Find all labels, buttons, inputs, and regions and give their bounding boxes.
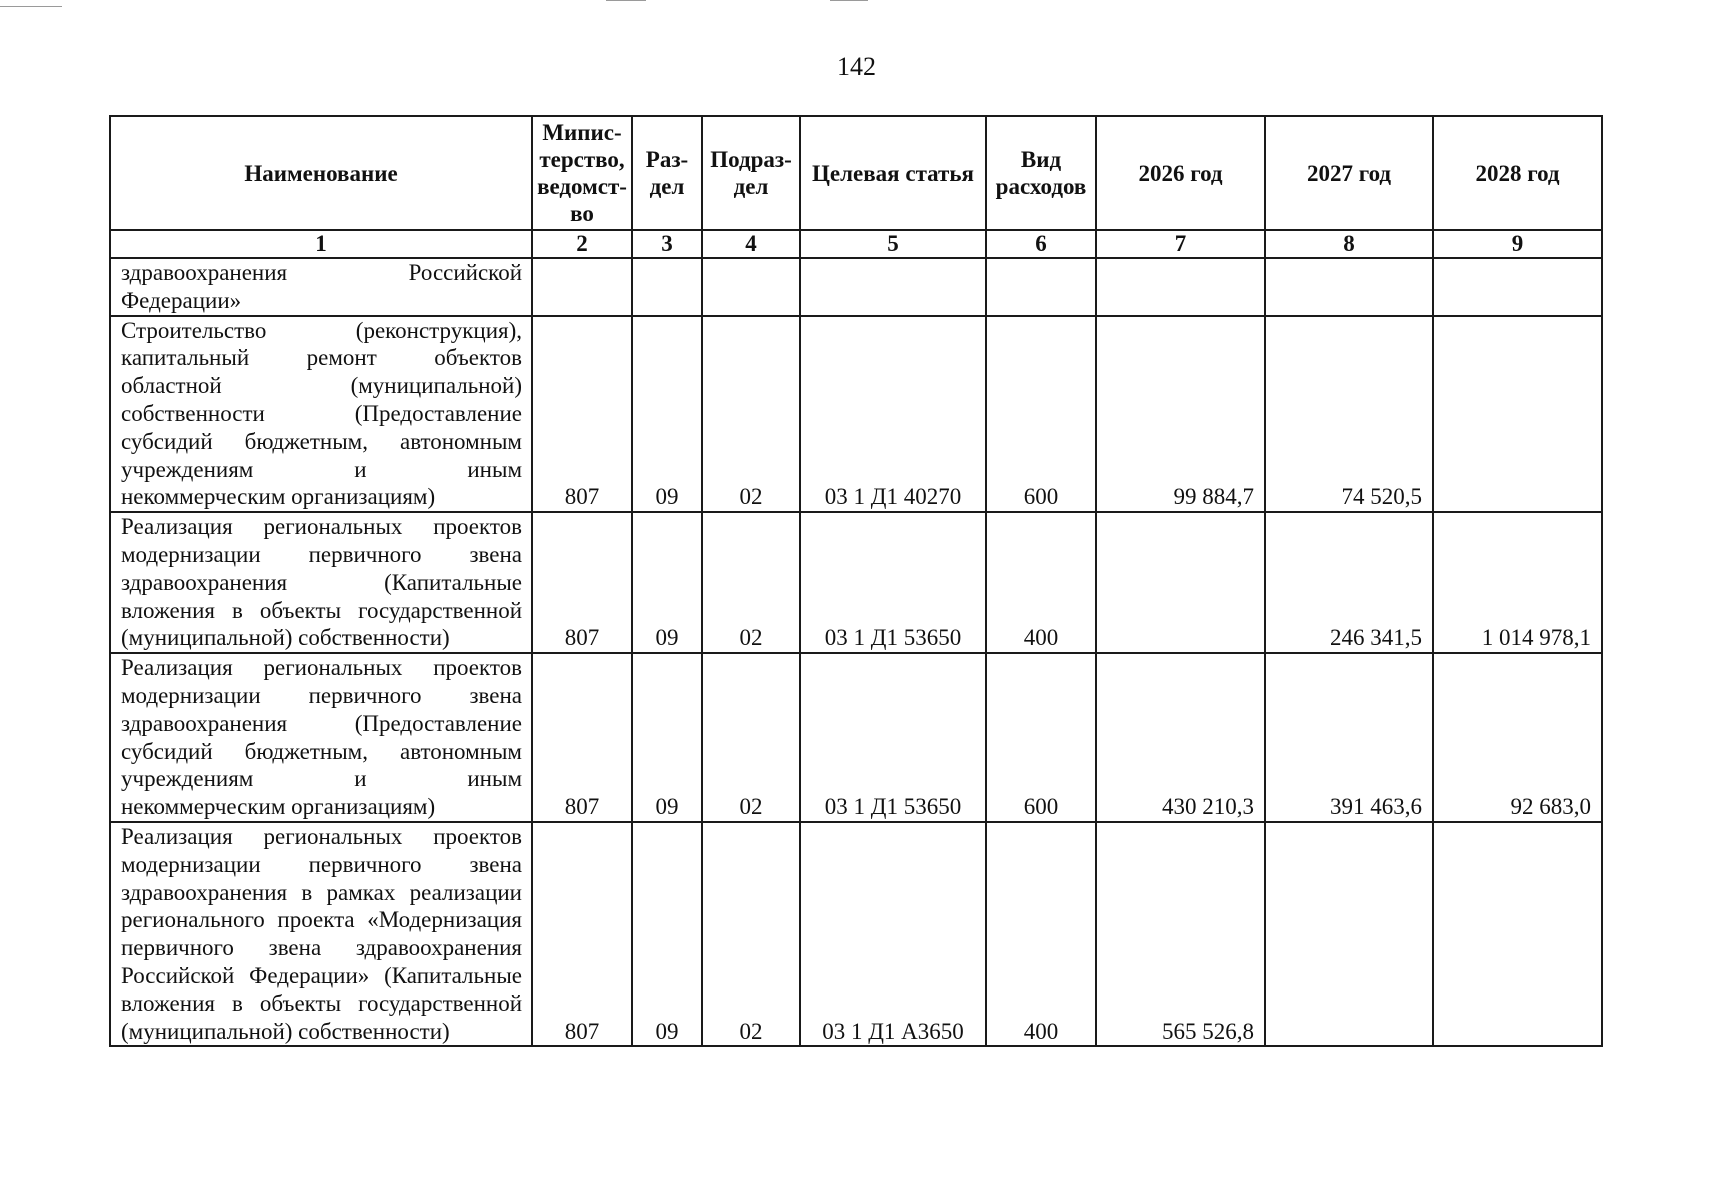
column-number: 9 [1433,230,1602,258]
row-name [110,316,532,513]
row-subsection [702,258,800,316]
row-ministry: 807 [532,653,632,822]
row-subsection: 02 [702,822,800,1046]
row-name-text: Реализация региональных проектов модернизации первичного звена здравоохранения (Капитальные вложения в объекты государственной [121,514,522,623]
row-section: 09 [632,653,702,822]
table-row [110,822,1602,1046]
row-target-article: 03 1 Д1 40270 [800,316,986,513]
column-number: 4 [702,230,800,258]
row-name-last-line: Федерации» [121,287,242,313]
table-row [110,258,1602,316]
header-name: Наименование [110,116,532,230]
column-number: 5 [800,230,986,258]
header-target-article: Целевая статья [800,116,986,230]
row-target-article: 03 1 Д1 53650 [800,512,986,653]
row-name-last-line: (муниципальной) собственности) [121,1018,450,1044]
row-amount-2028 [1433,822,1602,1046]
row-ministry: 807 [532,512,632,653]
scan-mark-left [0,6,62,7]
row-name-text: Реализация региональных проектов модернизации первичного звена здравоохранения (Предоставление субсидий бюджетным, автономным учреждениям и иным [121,655,522,792]
row-subsection: 02 [702,653,800,822]
row-amount-2027: 391 463,6 [1265,653,1433,822]
row-ministry [532,258,632,316]
row-amount-2026: 430 210,3 [1096,653,1265,822]
row-expense-type [986,258,1096,316]
row-target-article [800,258,986,316]
row-name-text: здравоохранения Российской [121,260,522,285]
budget-table [109,115,1603,1047]
row-section: 09 [632,316,702,513]
row-name-last-line: некоммерческим организациям) [121,484,436,510]
page-number: 142 [837,52,876,81]
header-year-2027: 2027 год [1265,116,1433,230]
column-number: 1 [110,230,532,258]
row-amount-2027 [1265,822,1433,1046]
row-ministry: 807 [532,822,632,1046]
row-amount-2028: 1 014 978,1 [1433,512,1602,653]
header-section: Раз-дел [632,116,702,230]
row-subsection: 02 [702,316,800,513]
row-amount-2026 [1096,258,1265,316]
column-number: 7 [1096,230,1265,258]
row-amount-2026: 565 526,8 [1096,822,1265,1046]
column-number: 2 [532,230,632,258]
table-row [110,316,1602,513]
row-amount-2027: 246 341,5 [1265,512,1433,653]
table-row [110,653,1602,822]
row-amount-2028 [1433,316,1602,513]
row-amount-2026 [1096,512,1265,653]
row-section: 09 [632,512,702,653]
row-ministry: 807 [532,316,632,513]
column-number: 3 [632,230,702,258]
row-name-text: Строительство (реконструкция), капитальный ремонт объектов областной (муниципальной) собственности (Предоставление субсидий бюджетным, автономным учреждениям и иным [121,317,522,482]
row-target-article: 03 1 Д1 А3650 [800,822,986,1046]
row-target-article: 03 1 Д1 53650 [800,653,986,822]
row-section: 09 [632,822,702,1046]
row-subsection: 02 [702,512,800,653]
row-amount-2027: 74 520,5 [1265,316,1433,513]
table-row [110,512,1602,653]
column-number-row [110,230,1602,258]
column-number: 8 [1265,230,1433,258]
row-amount-2028 [1433,258,1602,316]
header-ministry: Мипис-терство, ведомст-во [532,116,632,230]
row-expense-type: 400 [986,512,1096,653]
scan-mark-center [606,0,646,1]
row-expense-type: 400 [986,822,1096,1046]
row-amount-2028: 92 683,0 [1433,653,1602,822]
header-expense-type: Вид расходов [986,116,1096,230]
header-year-2026: 2026 год [1096,116,1265,230]
row-name-text: Реализация региональных проектов модернизации первичного звена здравоохранения в рамках реализации регионального проекта «Модернизация первичного звена здравоохранения Российской Федерации» (Капитальные вложения в объекты государственной [121,823,522,1016]
table-header-row [110,116,1602,230]
header-subsection: Подраз-дел [702,116,800,230]
row-section [632,258,702,316]
row-name [110,822,532,1046]
row-amount-2027 [1265,258,1433,316]
header-year-2028: 2028 год [1433,116,1602,230]
row-name [110,512,532,653]
row-amount-2026: 99 884,7 [1096,316,1265,513]
scan-mark-right [830,0,868,1]
row-name [110,258,532,316]
row-name [110,653,532,822]
row-expense-type: 600 [986,653,1096,822]
row-expense-type: 600 [986,316,1096,513]
row-name-last-line: некоммерческим организациям) [121,794,436,820]
row-name-last-line: (муниципальной) собственности) [121,625,450,651]
column-number: 6 [986,230,1096,258]
